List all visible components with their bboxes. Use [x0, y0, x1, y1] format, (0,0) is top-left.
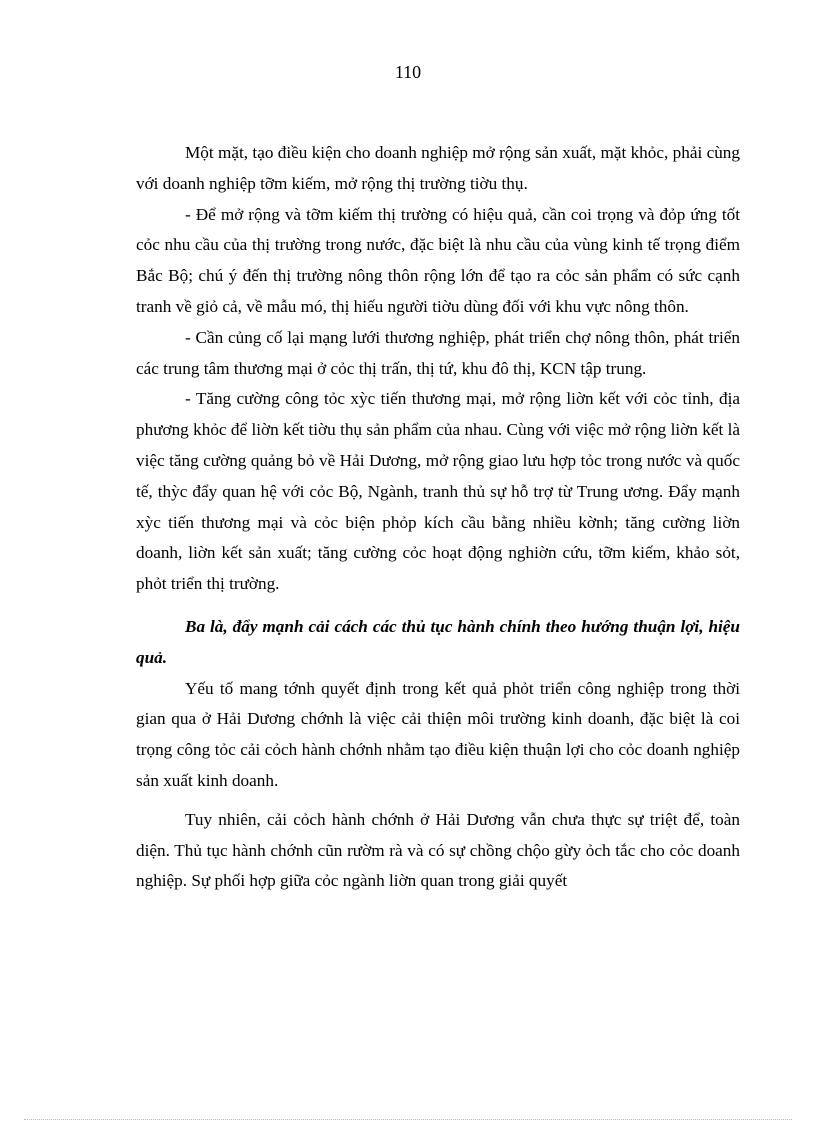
- paragraph: - Tăng cường công tỏc xỳc tiến thương mại, mở rộng liờn kết với cỏc tỉnh, địa phương khỏc để liờn kết tiờu thụ sản phẩm của nhau. Cùng với việc mở rộng liờn kết là việc tăng cường quảng bỏ về Hải Dương, mở rộng giao lưu hợp tỏc trong nước và quốc tế, thỳc đẩy quan hệ với cỏc Bộ, Ngành, tranh thủ sự hỗ trợ từ Trung ương. Đẩy mạnh xỳc tiến thương mại và cỏc biện phỏp kích cầu bằng nhiều kờnh; tăng cường liờn doanh, liờn kết sản xuất; tăng cường cỏc hoạt động nghiờn cứu, tỡm kiếm, khảo sỏt, phỏt triển thị trường.: [136, 389, 740, 594]
- paragraph: Yếu tố mang tớnh quyết định trong kết quả phỏt triển công nghiệp trong thời gian qua ở Hải Dương chớnh là việc cải thiện môi trường kinh doanh, đặc biệt là coi trọng công tỏc cải cỏch hành chớnh nhằm tạo điều kiện thuận lợi cho cỏc doanh nghiệp sản xuất kinh doanh.: [136, 678, 740, 790]
- paragraph: - Để mở rộng và tỡm kiếm thị trường có hiệu quả, cần coi trọng và đỏp ứng tốt cỏc nhu cầu của thị trường trong nước, đặc biệt là nhu cầu của vùng kinh tế trọng điểm Bắc Bộ; chú ý đến thị trường nông thôn rộng lớn để tạo ra cỏc sản phẩm có sức cạnh tranh về giỏ cả, về mẫu mó, thị hiếu người tiờu dùng đối với khu vực nông thôn.: [136, 204, 740, 316]
- page-number: 110: [394, 62, 422, 82]
- body-text: [136, 138, 740, 897]
- section-heading: Ba là, đẩy mạnh cải cách các thủ tục hành chính theo hướng thuận lợi, hiệu quả.: [136, 616, 740, 667]
- paragraph: Tuy nhiên, cải cỏch hành chớnh ở Hải Dương vẫn chưa thực sự triệt để, toàn diện. Thủ tục hành chớnh cũn rườm rà và có sự chồng chộo gừy ỏch tắc cho cỏc doanh nghiệp. Sự phối hợp giữa cỏc ngành liờn quan trong giải quyết: [136, 809, 740, 891]
- paragraph: - Cần củng cố lại mạng lưới thương nghiệp, phát triển chợ nông thôn, phát triển các trung tâm thương mại ở cỏc thị trấn, thị tứ, khu đô thị, KCN tập trung.: [136, 327, 740, 378]
- paragraph: Một mặt, tạo điều kiện cho doanh nghiệp mở rộng sản xuất, mặt khỏc, phải cùng với doanh nghiệp tỡm kiếm, mở rộng thị trường tiờu thụ.: [136, 143, 740, 193]
- footer-divider: [24, 1119, 792, 1120]
